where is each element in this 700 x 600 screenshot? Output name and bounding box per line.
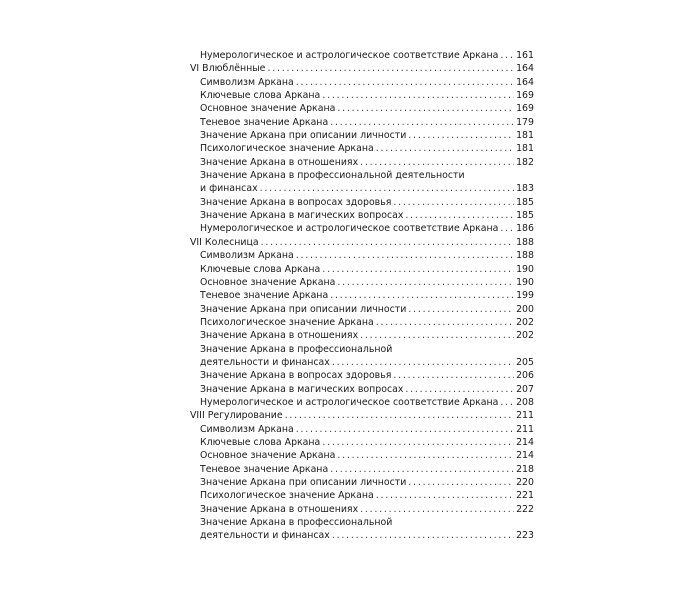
toc-entry-title: Ключевые слова Аркана bbox=[200, 90, 321, 102]
toc-entry-row[interactable] bbox=[176, 529, 534, 542]
toc-page-number: 220 bbox=[516, 477, 534, 488]
toc-entry-title: Значение Аркана в вопросах здоровья bbox=[200, 196, 392, 208]
dot-leader bbox=[393, 369, 514, 382]
toc-entry-title: VII Колесница bbox=[190, 236, 259, 248]
dot-leader bbox=[393, 196, 514, 209]
toc-chapter-row[interactable] bbox=[176, 236, 534, 249]
toc-entry-title: Значение Аркана в магических вопросах bbox=[200, 210, 404, 222]
dot-leader bbox=[376, 316, 514, 329]
toc-page-number: 208 bbox=[516, 396, 534, 408]
toc-entry-row[interactable] bbox=[176, 142, 534, 155]
toc-entry-title: Нумерологическое и астрологическое соответствие Аркана bbox=[200, 50, 499, 61]
dot-leader bbox=[376, 489, 514, 502]
toc-page-number: 188 bbox=[516, 250, 534, 262]
toc-entry-row[interactable] bbox=[176, 489, 534, 502]
toc-entry-title: Психологическое значение Аркана bbox=[200, 143, 374, 155]
toc-entry-row[interactable] bbox=[176, 503, 534, 516]
toc-entry-title: деятельности и финансах bbox=[200, 356, 330, 368]
dot-leader bbox=[260, 182, 514, 195]
toc-page-number: 190 bbox=[516, 276, 534, 288]
dot-leader bbox=[332, 356, 514, 369]
toc-entry-title: и финансах bbox=[200, 183, 258, 195]
toc-page-number: 183 bbox=[516, 183, 534, 195]
toc-page-number: 161 bbox=[516, 50, 534, 61]
toc-page-number: 205 bbox=[516, 356, 534, 368]
dot-leader bbox=[330, 116, 514, 129]
toc-entry-row[interactable] bbox=[176, 156, 534, 169]
dot-leader bbox=[408, 129, 514, 142]
dot-leader bbox=[332, 529, 514, 542]
dot-leader bbox=[408, 303, 514, 316]
toc-entry-title: Нумерологическое и астрологическое соответствие Аркана bbox=[200, 396, 499, 408]
toc-page-number: 164 bbox=[516, 63, 534, 75]
dot-leader bbox=[261, 236, 515, 249]
dot-leader bbox=[500, 49, 514, 62]
dot-leader bbox=[500, 396, 514, 409]
toc-entry-title: Значение Аркана в магических вопросах bbox=[200, 383, 404, 395]
toc-page-number: 185 bbox=[516, 196, 534, 208]
toc-entry-title: Основное значение Аркана bbox=[200, 276, 336, 288]
dot-leader bbox=[337, 276, 514, 289]
toc-entry-row[interactable] bbox=[176, 316, 534, 329]
toc-entry-title: Теневое значение Аркана bbox=[200, 116, 329, 128]
toc-page-number: 188 bbox=[516, 236, 534, 248]
toc-entry-row[interactable] bbox=[176, 196, 534, 209]
toc-chapter-row[interactable] bbox=[176, 62, 534, 75]
toc-entry-title: Психологическое значение Аркана bbox=[200, 490, 374, 502]
toc-entry-row[interactable] bbox=[176, 222, 534, 235]
toc-entry-title: Теневое значение Аркана bbox=[200, 290, 329, 302]
toc-entry-title: Символизм Аркана bbox=[200, 76, 294, 88]
toc-entry-row[interactable] bbox=[176, 329, 534, 342]
toc-entry-row[interactable] bbox=[176, 343, 534, 356]
toc-entry-row[interactable] bbox=[176, 463, 534, 476]
dot-leader bbox=[322, 263, 514, 276]
dot-leader bbox=[285, 409, 514, 422]
toc-entry-row[interactable] bbox=[176, 516, 534, 529]
toc-entry-row[interactable] bbox=[176, 263, 534, 276]
toc-entry-title: Значение Аркана в профессиональной bbox=[200, 517, 393, 529]
toc-entry-title: Значение Аркана в профессиональной bbox=[200, 343, 393, 355]
dot-leader bbox=[360, 329, 514, 342]
toc-page-number: 164 bbox=[516, 76, 534, 88]
toc-page-number: 179 bbox=[516, 116, 534, 128]
toc-entry-title: Значение Аркана при описании личности bbox=[200, 303, 407, 315]
dot-leader bbox=[360, 156, 514, 169]
toc-entry-row[interactable] bbox=[176, 449, 534, 462]
toc-entry-title: Значение Аркана в профессиональной деятельности bbox=[200, 170, 465, 182]
dot-leader bbox=[296, 249, 514, 262]
dot-leader bbox=[337, 102, 514, 115]
toc-page-number: 181 bbox=[516, 143, 534, 155]
dot-leader bbox=[322, 436, 514, 449]
toc-entry-title: VI Влюблённые bbox=[190, 63, 266, 75]
toc-entry-title: Значение Аркана в отношениях bbox=[200, 156, 359, 168]
toc-entry-row[interactable] bbox=[176, 476, 534, 489]
toc-page-number: 202 bbox=[516, 316, 534, 328]
toc-entry-row[interactable] bbox=[176, 383, 534, 396]
toc-chapter-row[interactable] bbox=[176, 409, 534, 422]
toc-page-number: 206 bbox=[516, 370, 534, 382]
toc-entry-row[interactable] bbox=[176, 396, 534, 409]
toc-entry-title: Психологическое значение Аркана bbox=[200, 316, 374, 328]
toc-entry-row[interactable] bbox=[176, 356, 534, 369]
toc-page-number: 222 bbox=[516, 503, 534, 515]
toc-page-number: 169 bbox=[516, 103, 534, 115]
toc-page-number: 169 bbox=[516, 90, 534, 102]
toc-entry-row[interactable] bbox=[176, 289, 534, 302]
toc-entry-row[interactable] bbox=[176, 182, 534, 195]
toc-entry-title: VIII Регулирование bbox=[190, 410, 283, 422]
dot-leader bbox=[267, 62, 514, 75]
toc-entry-row[interactable] bbox=[176, 436, 534, 449]
toc-page-number: 182 bbox=[516, 156, 534, 168]
toc-entry-row[interactable] bbox=[176, 423, 534, 436]
toc-entry-title: Основное значение Аркана bbox=[200, 450, 336, 462]
toc-entry-row[interactable] bbox=[176, 303, 534, 316]
dot-leader bbox=[500, 222, 514, 235]
toc-page-number: 207 bbox=[516, 383, 534, 395]
toc-entry-row[interactable] bbox=[176, 249, 534, 262]
toc-entry-title: Значение Аркана в отношениях bbox=[200, 330, 359, 342]
toc-entry-row[interactable] bbox=[176, 369, 534, 382]
toc-entry-title: Ключевые слова Аркана bbox=[200, 436, 321, 448]
dot-leader bbox=[405, 383, 514, 396]
toc-page-number: 190 bbox=[516, 263, 534, 275]
table-of-contents bbox=[176, 49, 534, 543]
dot-leader bbox=[330, 463, 514, 476]
dot-leader bbox=[296, 76, 514, 89]
toc-entry-row[interactable] bbox=[176, 76, 534, 89]
dot-leader bbox=[322, 89, 514, 102]
dot-leader bbox=[296, 423, 514, 436]
toc-entry-row[interactable] bbox=[176, 116, 534, 129]
toc-page-number: 218 bbox=[516, 463, 534, 475]
toc-entry-row[interactable] bbox=[176, 169, 534, 182]
toc-page-number: 185 bbox=[516, 210, 534, 222]
toc-page-number: 202 bbox=[516, 330, 534, 342]
toc-entry-title: Теневое значение Аркана bbox=[200, 463, 329, 475]
toc-entry-title: Значение Аркана в отношениях bbox=[200, 503, 359, 515]
toc-entry-row[interactable] bbox=[176, 276, 534, 289]
toc-entry-row[interactable] bbox=[176, 89, 534, 102]
toc-entry-title: Символизм Аркана bbox=[200, 423, 294, 435]
toc-page-number: 211 bbox=[516, 410, 534, 422]
toc-entry-title: Символизм Аркана bbox=[200, 250, 294, 262]
toc-page-number: 200 bbox=[516, 303, 534, 315]
toc-page-number: 221 bbox=[516, 490, 534, 502]
toc-page-number: 181 bbox=[516, 130, 534, 142]
toc-page-number: 211 bbox=[516, 423, 534, 435]
dot-leader bbox=[408, 476, 514, 489]
toc-page-number: 186 bbox=[516, 223, 534, 235]
dot-leader bbox=[330, 289, 514, 302]
toc-entry-title: Основное значение Аркана bbox=[200, 103, 336, 115]
toc-entry-row[interactable] bbox=[176, 102, 534, 115]
dot-leader bbox=[337, 449, 514, 462]
toc-entry-row[interactable] bbox=[176, 209, 534, 222]
toc-page-number: 199 bbox=[516, 290, 534, 302]
toc-entry-title: Значение Аркана при описании личности bbox=[200, 477, 407, 488]
dot-leader bbox=[376, 142, 514, 155]
dot-leader bbox=[405, 209, 514, 222]
toc-page-number: 214 bbox=[516, 436, 534, 448]
toc-page-number: 214 bbox=[516, 450, 534, 462]
toc-entry-title: Нумерологическое и астрологическое соответствие Аркана bbox=[200, 223, 499, 235]
toc-entry-row[interactable] bbox=[176, 129, 534, 142]
toc-entry-title: Ключевые слова Аркана bbox=[200, 263, 321, 275]
toc-entry-row[interactable] bbox=[176, 49, 534, 62]
dot-leader bbox=[360, 503, 514, 516]
toc-entry-title: деятельности и финансах bbox=[200, 530, 330, 542]
toc-entry-title: Значение Аркана в вопросах здоровья bbox=[200, 370, 392, 382]
toc-page-number: 223 bbox=[516, 530, 534, 542]
toc-entry-title: Значение Аркана при описании личности bbox=[200, 130, 407, 142]
